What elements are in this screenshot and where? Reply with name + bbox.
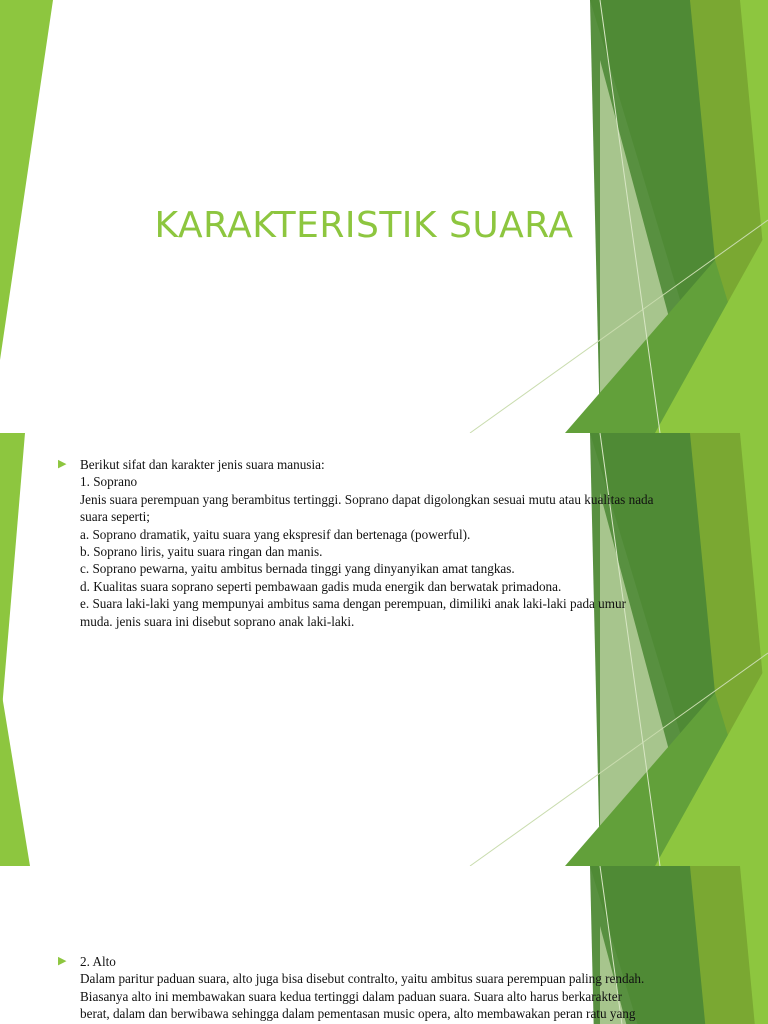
bullet-text bbox=[80, 456, 718, 630]
text-line: Dalam paritur paduan suara, alto juga bisa disebut contralto, yaitu ambitus suara perempuan paling rendah. bbox=[80, 971, 645, 987]
bullet-arrow-icon: ▶ bbox=[58, 955, 67, 967]
bullet-text bbox=[80, 953, 718, 1023]
slide-soprano bbox=[0, 433, 768, 866]
slide-body bbox=[58, 456, 718, 630]
text-line: a. Soprano dramatik, yaitu suara yang ekspresif dan bertenaga (powerful). bbox=[80, 526, 471, 542]
slide-title-text: KARAKTERISTIK SUARA bbox=[154, 205, 574, 246]
text-line: c. Soprano pewarna, yaitu ambitus bernada tinggi yang dinyanyikan amat tangkas. bbox=[80, 561, 515, 577]
bullet-item bbox=[58, 456, 718, 630]
bullet-item bbox=[58, 953, 718, 1023]
bullet-arrow-icon: ▶ bbox=[58, 458, 67, 470]
slide-alto bbox=[0, 866, 768, 1024]
text-line: suara seperti; bbox=[80, 509, 150, 525]
text-line: e. Suara laki-laki yang mempunyai ambitus sama dengan perempuan, dimiliki anak laki-laki pada umur bbox=[80, 596, 627, 612]
slide-body bbox=[58, 953, 718, 1023]
text-line: 1. Soprano bbox=[80, 474, 138, 490]
text-line: Berikut sifat dan karakter jenis suara manusia: bbox=[80, 457, 325, 472]
text-line: Biasanya alto ini membawakan suara kedua tertinggi dalam paduan suara. Suara alto harus berkarakter bbox=[80, 988, 622, 1004]
text-line: 2. Alto bbox=[80, 954, 116, 969]
text-line: berat, dalam dan berwibawa sehingga dalam pementasan music opera, alto membawakan peran ratu yang bbox=[80, 1006, 636, 1022]
text-line: b. Soprano liris, yaitu suara ringan dan manis. bbox=[80, 544, 323, 560]
slide-title bbox=[0, 0, 768, 433]
text-line: muda. jenis suara ini disebut soprano anak laki-laki. bbox=[80, 613, 355, 629]
text-line: Jenis suara perempuan yang berambitus tertinggi. Soprano dapat digolongkan sesuai mutu atau kualitas nada bbox=[80, 491, 654, 507]
text-line: d. Kualitas suara soprano seperti pembawaan gadis muda energik dan berwatak primadona. bbox=[80, 578, 562, 594]
